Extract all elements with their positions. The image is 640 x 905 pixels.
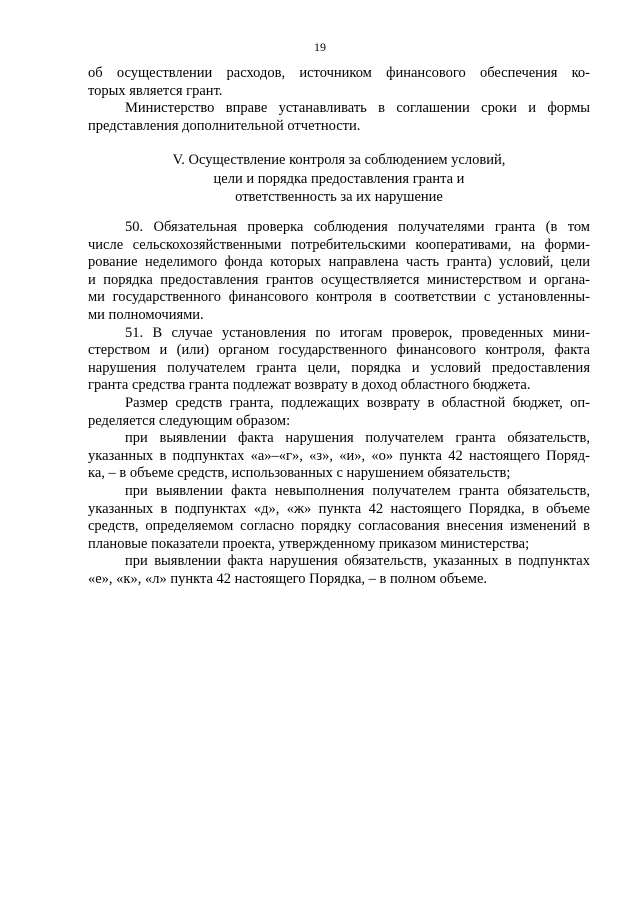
paragraph-case-a	[88, 430, 590, 483]
text-line: средств, определяемом согласно порядку согласования внесения изменений в	[88, 518, 590, 535]
text-line: стерством и (или) органом государственного финансового контроля, факта	[88, 342, 590, 359]
paragraph-50	[88, 219, 590, 325]
text-line: представления дополнительной отчетности.	[88, 117, 361, 134]
heading-line: ответственность за их нарушение	[235, 189, 443, 205]
paragraph-51	[88, 325, 590, 395]
text-line: Размер средств гранта, подлежащих возврату в областной бюджет, оп-	[125, 394, 590, 411]
text-line: нарушения получателем гранта цели, порядка и условий предоставления	[88, 359, 590, 376]
main-text-block	[88, 219, 590, 588]
text-line: числе сельскохозяйственными потребительскими кооперативами, на форми-	[88, 236, 590, 253]
heading-line: цели и порядка предоставления гранта и	[213, 170, 465, 187]
text-line: ми государственного финансового контроля в соответствии с установленны-	[88, 289, 590, 306]
text-line: Министерство вправе устанавливать в соглашении сроки и формы	[125, 100, 590, 117]
text-line: ределяется следующим образом:	[88, 412, 291, 429]
section-heading	[88, 151, 590, 207]
text-line: торых является грант.	[88, 82, 223, 99]
text-line: при выявлении факта невыполнения получателем гранта обязательств,	[125, 482, 590, 499]
paragraph-continuation	[88, 65, 590, 100]
paragraph-reporting	[88, 100, 590, 135]
paragraph-refund-size	[88, 395, 590, 430]
text-line: 51. В случае установления по итогам проверок, проведенных мини-	[125, 324, 590, 341]
text-line: указанных в подпунктах «д», «ж» пункта 42 настоящего Порядка, в объеме	[88, 500, 590, 517]
text-line: при выявлении факта нарушения обязательств, указанных в подпунктах	[125, 553, 590, 570]
text-line: гранта средства гранта подлежат возврату в доход областного бюджета.	[88, 377, 531, 394]
text-line: ка, – в объеме средств, использованных с нарушением обязательств;	[88, 465, 511, 482]
text-line: «е», «к», «л» пункта 42 настоящего Порядка, – в полном объеме.	[88, 570, 488, 587]
text-line: 50. Обязательная проверка соблюдения получателями гранта (в том	[125, 219, 590, 235]
text-line: при выявлении факта нарушения получателем гранта обязательств,	[125, 430, 590, 447]
text-line: рование неделимого фонда которых направлена часть гранта) условий, цели	[88, 254, 590, 271]
text-line: об осуществлении расходов, источником финансового обеспечения ко-	[88, 65, 590, 81]
page-number: 19	[314, 40, 326, 54]
heading-line: V. Осуществление контроля за соблюдением условий,	[172, 152, 506, 168]
paragraph-case-c	[88, 553, 590, 588]
text-line: и порядка предоставления грантов осуществляется министерством и органа-	[88, 271, 590, 288]
text-line: плановые показатели проекта, утвержденному приказом министерства;	[88, 535, 530, 552]
text-line: указанных в подпунктах «а»–«г», «з», «и», «о» пункта 42 настоящего Поряд-	[88, 447, 590, 464]
top-text-block	[88, 65, 590, 135]
paragraph-case-b	[88, 483, 590, 553]
text-line: ми полномочиями.	[88, 306, 204, 323]
